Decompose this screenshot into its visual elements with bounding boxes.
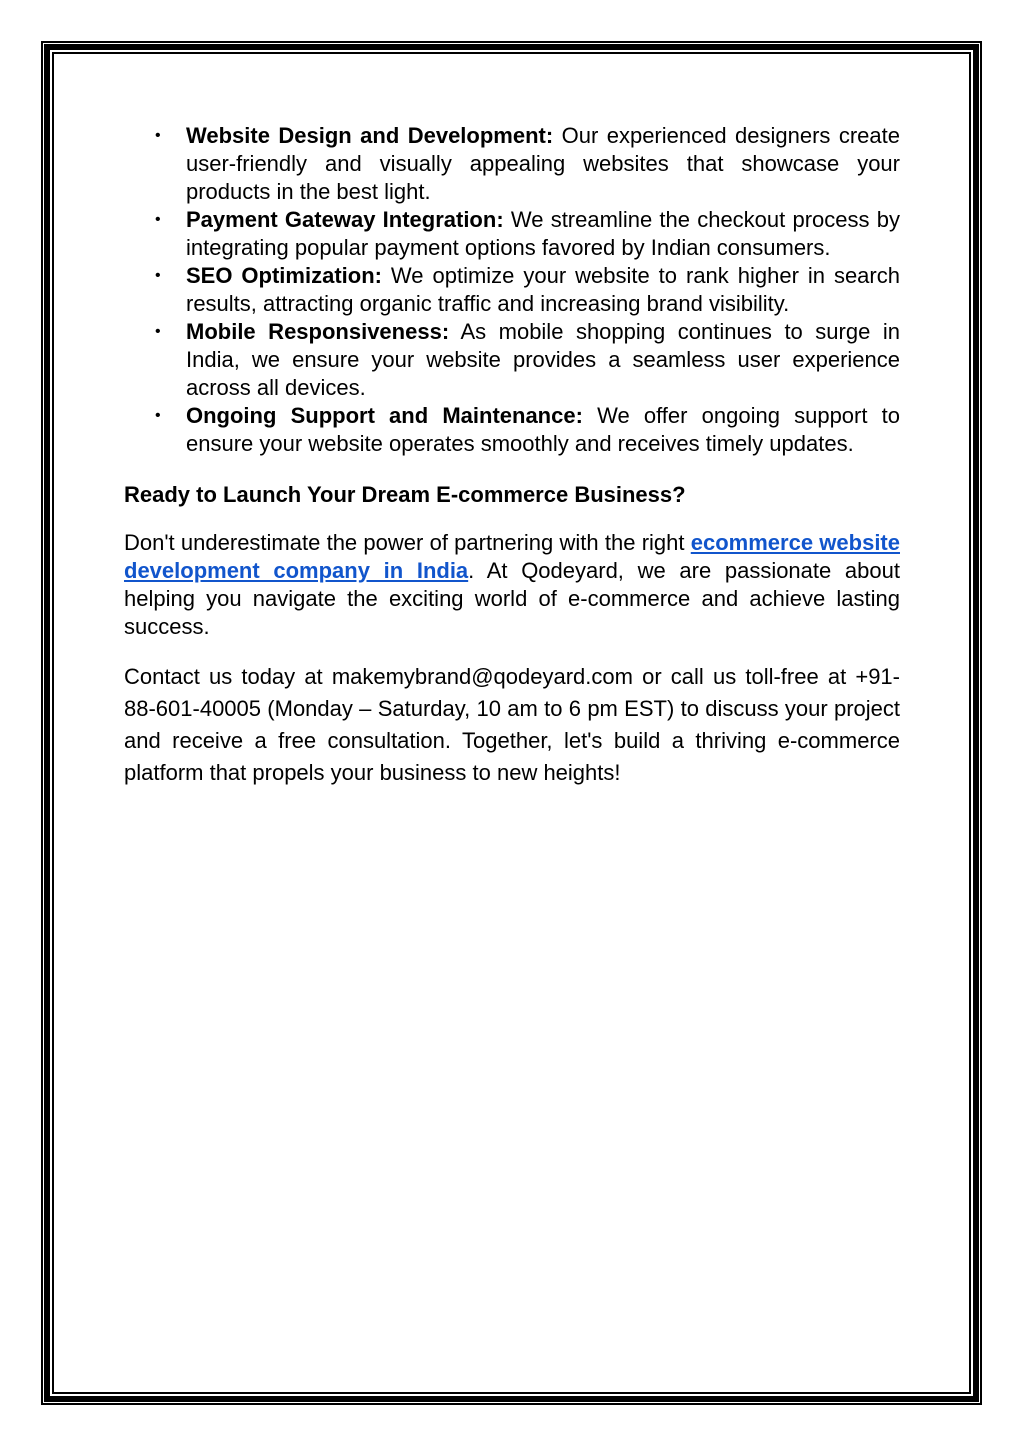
list-item-term: Website Design and Development: (186, 123, 554, 148)
list-item (124, 122, 900, 206)
bullet-icon: • (155, 323, 161, 340)
services-list (124, 122, 900, 458)
list-item-term: SEO Optimization: (186, 263, 382, 288)
bullet-icon: • (155, 267, 161, 284)
list-item-term: Payment Gateway Integration: (186, 207, 504, 232)
cta-heading: Ready to Launch Your Dream E-commerce Business? (124, 482, 686, 507)
list-item-description: We streamline the checkout process by integrating popular payment options favored by Indian consumers. (186, 207, 900, 260)
list-item (124, 206, 900, 262)
list-item-description: We optimize your website to rank higher in search results, attracting organic traffic and increasing brand visibility. (186, 263, 900, 316)
document-body (124, 122, 900, 789)
intro-text-before-link: Don't underestimate the power of partnering with the right (124, 530, 691, 555)
bullet-icon: • (155, 127, 161, 144)
intro-text-after-link: . At Qodeyard, we are passionate about helping you navigate the exciting world of e-commerce and achieve lasting success. (124, 558, 900, 639)
ecommerce-company-link[interactable]: ecommerce website development company in India (124, 530, 900, 583)
bullet-icon: • (155, 407, 161, 424)
bullet-icon: • (155, 211, 161, 228)
list-item (124, 262, 900, 318)
list-item (124, 402, 900, 458)
list-item-description: As mobile shopping continues to surge in India, we ensure your website provides a seamless user experience across all devices. (186, 319, 900, 400)
list-item-term: Ongoing Support and Maintenance: (186, 403, 583, 428)
list-item-term: Mobile Responsiveness: (186, 319, 450, 344)
list-item (124, 318, 900, 402)
intro-paragraph (124, 529, 900, 641)
list-item-description: Our experienced designers create user-friendly and visually appealing websites that showcase your products in the best light. (186, 123, 900, 204)
contact-paragraph: Contact us today at makemybrand@qodeyard.com or call us toll-free at +91-88-601-40005 (Monday – Saturday, 10 am to 6 pm EST) to discuss your project and receive a free consultation. Together, let's build a thriving e-commerce platform that propels your business to new heights! (124, 664, 900, 785)
list-item-description: We offer ongoing support to ensure your website operates smoothly and receives timely updates. (186, 403, 900, 456)
